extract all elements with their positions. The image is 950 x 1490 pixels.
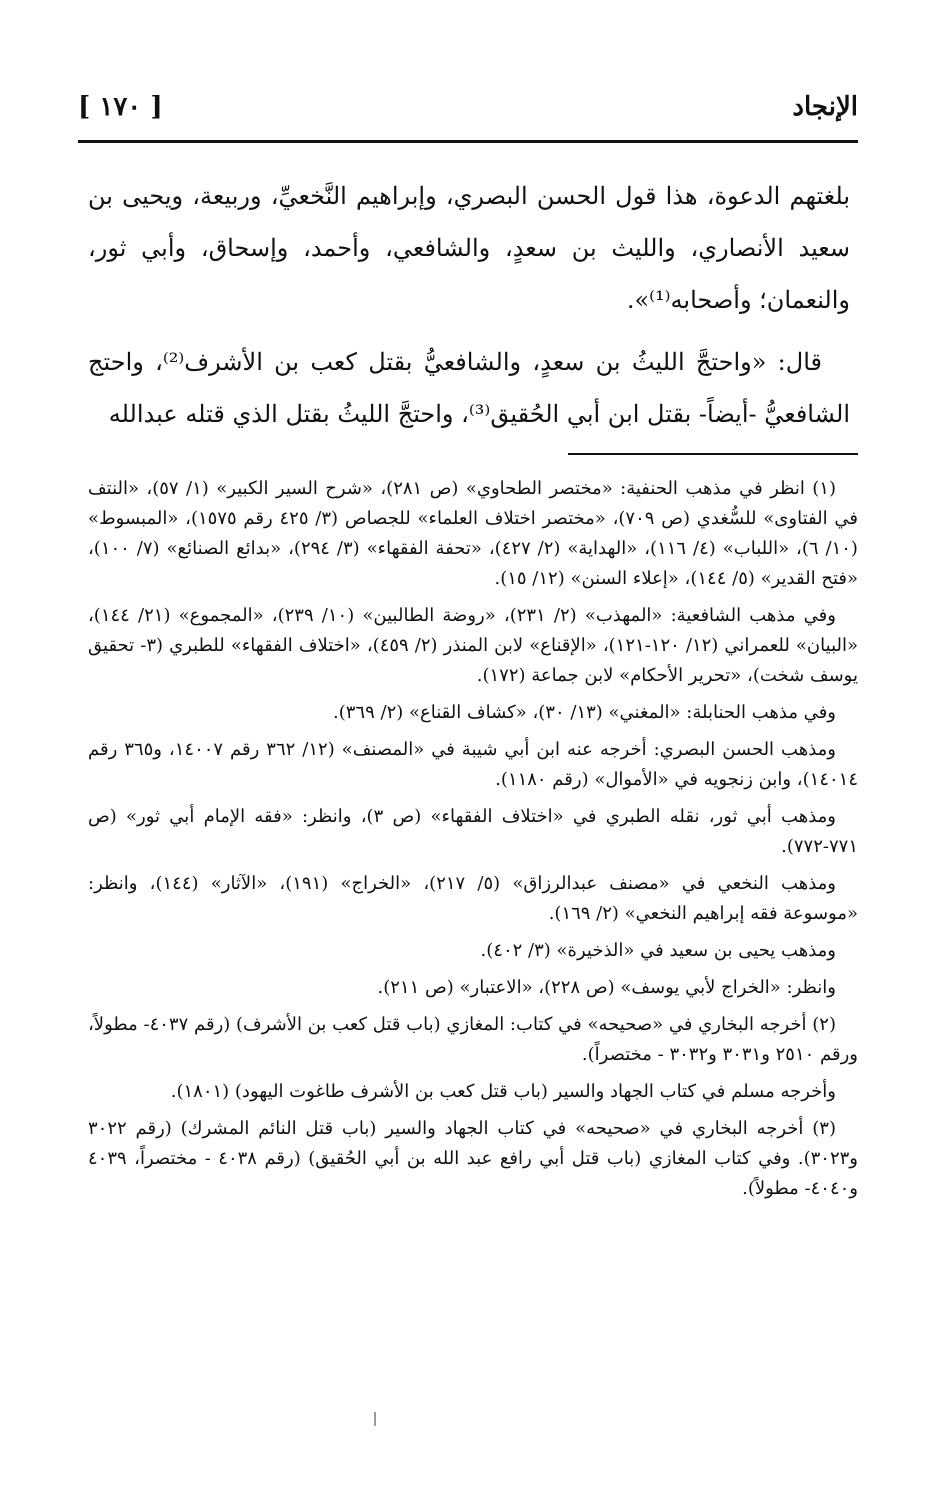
header-rule bbox=[78, 140, 858, 143]
footnote: وفي مذهب الشافعية: «المهذب» (٢/ ٢٣١)، «روضة الطالبين» (١٠/ ٢٣٩)، «المجموع» (٢١/ ١٤٤)، «البيان» للعمراني (١٢/ ١٢٠-١٢١)، «الإقناع» لابن المنذر (٢/ ٤٥٩)، «اختلاف الفقهاء» للطبري (٣- تحقيق يوسف شخت)، «تحرير الأحكام» لابن جماعة (١٧٢). bbox=[88, 605, 858, 686]
footnote: ومذهب الحسن البصري: أخرجه عنه ابن أبي شيبة في «المصنف» (١٢/ ٣٦٢ رقم ١٤٠٠٧، و٣٦٥ رقم ١٤٠١٤)، وابن زنجويه في «الأموال» (رقم ١١٨٠). bbox=[88, 739, 858, 790]
footnotes bbox=[88, 474, 858, 1211]
footnote: (٢) أخرجه البخاري في «صحيحه» في كتاب: المغازي (باب قتل كعب بن الأشرف) (رقم ٤٠٣٧- مطولاً، ورقم ٢٥١٠ و٣٠٣١ و٣٠٣٢ - مختصراً). bbox=[88, 1014, 858, 1065]
main-paragraph: بلغتهم الدعوة، هذا قول الحسن البصري، وإبراهيم النَّخعيِّ، وربيعة، ويحيى بن سعيد الأنصاري، والليث بن سعدٍ، والشافعي، وأحمد، وإسحاق، وأبي ثور، والنعمان؛ وأصحابه⁽¹⁾». bbox=[88, 182, 850, 314]
footnote: ومذهب النخعي في «مصنف عبدالرزاق» (٥/ ٢١٧)، «الخراج» (١٩١)، «الآثار» (١٤٤)، وانظر: «موسوعة فقه إبراهيم النخعي» (٢/ ١٦٩). bbox=[88, 873, 858, 924]
footnote: (٣) أخرجه البخاري في «صحيحه» في كتاب الجهاد والسير (باب قتل النائم المشرك) (رقم ٣٠٢٢ و٣٠٢٣). وفي كتاب المغازي (باب قتل أبي رافع عبد الله بن أبي الحُقيق) (رقم ٤٠٣٨ - مختصراً، ٤٠٣٩ و٤٠٤٠- مطولاً). bbox=[88, 1118, 858, 1199]
footnote: (١) انظر في مذهب الحنفية: «مختصر الطحاوي» (ص ٢٨١)، «شرح السير الكبير» (١/ ٥٧)، «النتف في الفتاوى» للسُّغدي (ص ٧٠٩)، «مختصر اختلاف العلماء» للجصاص (٣/ ٤٢٥ رقم ١٥٧٥)، «المبسوط» (١٠/ ٦)، «اللباب» (٤/ ١١٦)، «الهداية» (٢/ ٤٢٧)، «تحفة الفقهاء» (٣/ ٢٩٤)، «بدائع الصنائع» (٧/ ١٠٠)، «فتح القدير» (٥/ ١٤٤)، «إعلاء السنن» (١٢/ ١٥). bbox=[88, 478, 858, 589]
footnote: وفي مذهب الحنابلة: «المغني» (١٣/ ٣٠)، «كشاف القناع» (٢/ ٣٦٩). bbox=[333, 702, 836, 723]
footnote-rule bbox=[568, 453, 858, 455]
footnote: وأخرجه مسلم في كتاب الجهاد والسير (باب قتل كعب بن الأشرف طاغوت اليهود) (١٨٠١). bbox=[170, 1081, 836, 1102]
scan-mark bbox=[374, 1412, 376, 1426]
page-header bbox=[78, 92, 858, 136]
footnote: ومذهب أبي ثور، نقله الطبري في «اختلاف الفقهاء» (ص ٣)، وانظر: «فقه الإمام أبي ثور» (ص ٧٧١-٧٧٢). bbox=[88, 806, 858, 857]
page-number: [ ١٧٠ ] bbox=[78, 92, 163, 122]
footnote: وانظر: «الخراج لأبي يوسف» (ص ٢٢٨)، «الاعتبار» (ص ٢١١). bbox=[377, 977, 836, 998]
footnote: ومذهب يحيى بن سعيد في «الذخيرة» (٣/ ٤٠٢). bbox=[480, 940, 836, 961]
running-title: الإنجاد bbox=[792, 92, 858, 122]
main-paragraph: قال: «واحتجَّ الليثُ بن سعدٍ، والشافعيُّ بقتل كعب بن الأشرف⁽²⁾، واحتج الشافعيُّ -أيضاً- بقتل ابن أبي الحُقيق⁽³⁾، واحتجَّ الليثُ بقتل الذي قتله عبدالله bbox=[88, 348, 850, 428]
main-text bbox=[88, 170, 850, 450]
